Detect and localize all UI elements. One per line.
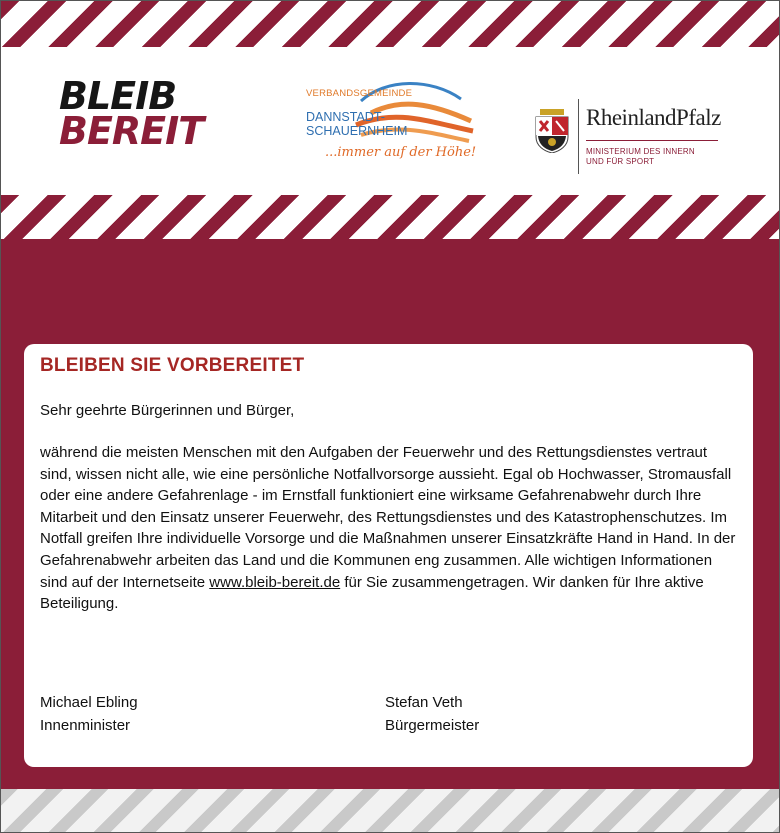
body-text-end: für Sie zusammengetragen. Wir danken für Ihre aktive Beteiligung. bbox=[40, 573, 704, 613]
signature-right-role: Bürgermeister bbox=[385, 717, 480, 734]
signature-left-name: Michael Ebling bbox=[40, 694, 138, 711]
rlp-ministry-line1: MINISTERIUM DES INNERN bbox=[586, 147, 695, 156]
rlp-underline bbox=[586, 140, 718, 141]
stripe-band-top bbox=[1, 1, 779, 47]
vg-name-line1: DANNSTADT- bbox=[306, 110, 385, 124]
vg-slogan: ...immer auf der Höhe! bbox=[325, 145, 477, 160]
greeting: Sehr geehrte Bürgerinnen und Bürger, bbox=[40, 402, 295, 419]
signature-right-name: Stefan Veth bbox=[385, 694, 463, 711]
rheinland-pfalz-logo bbox=[534, 99, 734, 179]
rlp-ministry-line2: UND FÜR SPORT bbox=[586, 157, 655, 166]
bleib-logo-line1: BLEIB bbox=[59, 74, 177, 118]
vg-name-line2: SCHAUERNHEIM bbox=[306, 124, 408, 138]
signature-right bbox=[385, 691, 479, 737]
message-card bbox=[24, 344, 753, 767]
website-link[interactable]: www.bleib-bereit.de bbox=[209, 573, 341, 591]
verbandsgemeinde-logo bbox=[301, 73, 486, 173]
rlp-name: RheinlandPfalz bbox=[586, 105, 721, 130]
stripe-band-bottom bbox=[1, 789, 779, 832]
stripe-band-middle bbox=[1, 195, 779, 239]
card-title: BLEIBEN SIE VORBEREITET bbox=[40, 355, 305, 376]
vg-name bbox=[306, 110, 407, 138]
bleib-bereit-logo bbox=[59, 74, 204, 153]
message-body bbox=[40, 442, 740, 615]
body-text-start: während die meisten Menschen mit den Aufgaben der Feuerwehr und des Rettungsdienstes vertraut sind, wissen nicht alle, wie eine persönliche Notfallvorsorge aussieht. Egal ob Hochwasser, Stromausfall oder eine andere Gefahrenlage - im Ernstfall funktioniert eine wirksame Gefahrenabwehr durch Ihre Mitarbeit und den Einsatz unserer Feuerwehr, des Rettungsdienstes und des Katastrophenschutzes. Im Notfall greifen Ihre individuelle Vorsorge und die Maßnahmen unserer Einsatzkräfte Hand in Hand. In der Gefahrenabwehr arbeiten das Land und die Kommunen eng zusammen. Alle wichtigen Informationen sind auf der Internetseite bbox=[40, 444, 736, 591]
coat-of-arms-icon bbox=[534, 109, 570, 153]
bleib-logo-line2: BEREIT bbox=[59, 109, 204, 153]
signature-left-role: Innenminister bbox=[40, 717, 131, 734]
logo-divider bbox=[578, 99, 579, 174]
signature-left bbox=[40, 691, 138, 737]
vg-label: VERBANDSGEMEINDE bbox=[306, 88, 413, 99]
